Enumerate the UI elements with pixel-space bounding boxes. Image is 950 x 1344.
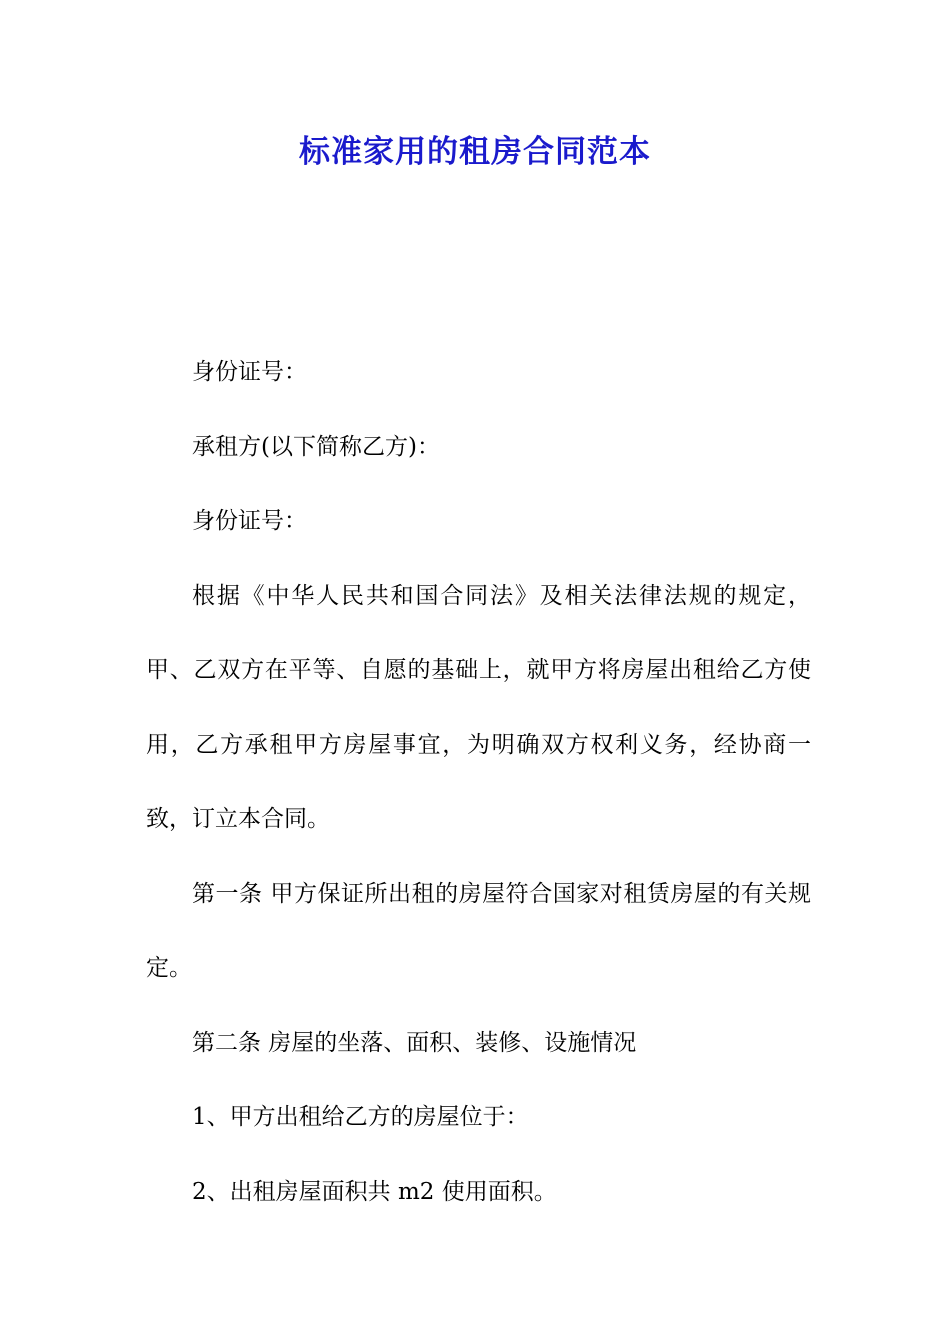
paragraph-item-2: 2、出租房屋面积共 m2 使用面积。 [192, 1178, 557, 1205]
paragraph-lessee-id: 身份证号： [192, 508, 307, 534]
document-title: 标准家用的租房合同范本 [299, 134, 651, 170]
paragraph-item-1: 1、甲方出租给乙方的房屋位于： [192, 1104, 529, 1130]
document-body [146, 335, 811, 1229]
paragraph-article-2: 第二条 房屋的坐落、面积、装修、设施情况 [192, 1029, 637, 1056]
paragraph-lessee: 承租方(以下简称乙方)： [192, 433, 440, 460]
paragraph-preamble: 根据《中华人民共和国合同法》及相关法律法规的规定，甲、乙双方在平等、自愿的基础上，就甲方将房屋出租给乙方使用，乙方承租甲方房屋事宜，为明确双方权利义务，经协商一致，订立本合同。 [146, 582, 811, 832]
paragraph-lessor-id: 身份证号： [192, 359, 307, 385]
paragraph-article-1: 第一条 甲方保证所出租的房屋符合国家对租赁房屋的有关规定。 [146, 880, 811, 981]
